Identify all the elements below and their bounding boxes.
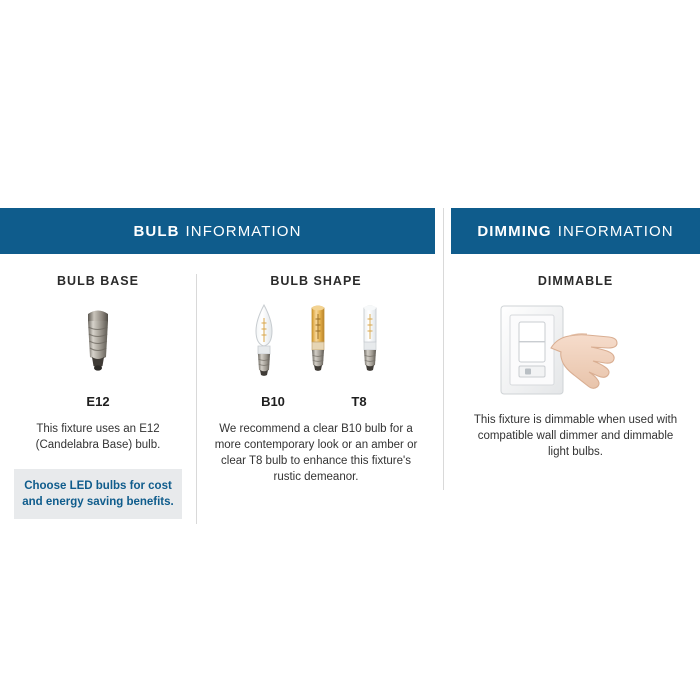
bulb-shape-labels bbox=[211, 394, 421, 409]
b10-clear-bulb-icon bbox=[247, 302, 281, 384]
bulb-base-label: E12 bbox=[86, 394, 110, 409]
bulb-base-column bbox=[0, 274, 196, 524]
bulb-header-light: INFORMATION bbox=[185, 222, 302, 240]
led-tip-callout: Choose LED bulbs for cost and energy saving benefits. bbox=[14, 469, 182, 519]
dimmable-art bbox=[469, 300, 682, 400]
bulb-shape-art bbox=[211, 300, 421, 384]
bulb-information-header bbox=[0, 208, 435, 254]
bulb-shape-label-t8: T8 bbox=[351, 394, 367, 409]
dimming-header-strong: DIMMING bbox=[477, 222, 552, 240]
bulb-base-title: BULB BASE bbox=[57, 274, 139, 288]
e12-bulb-base-icon bbox=[75, 308, 121, 384]
bulb-information-body bbox=[0, 254, 435, 524]
panel-divider bbox=[443, 208, 444, 490]
dimming-information-body bbox=[451, 254, 700, 460]
bulb-base-art bbox=[14, 300, 182, 384]
dimmable-column bbox=[451, 274, 700, 460]
dimming-information-panel bbox=[451, 208, 700, 460]
bulb-shape-description: We recommend a clear B10 bulb for a more contemporary look or an amber or clear T8 bulb to enhance this fixture's rustic demeanor. bbox=[214, 423, 418, 483]
wall-dimmer-switch-with-hand-icon bbox=[491, 300, 661, 400]
dimmable-title: DIMMABLE bbox=[537, 274, 614, 288]
dimmable-description: This fixture is dimmable when used with compatible wall dimmer and dimmable light bulbs. bbox=[473, 414, 678, 458]
bulb-header-strong: BULB bbox=[133, 222, 180, 240]
bulb-base-description: This fixture uses an E12 (Candelabra Base) bulb. bbox=[35, 423, 161, 451]
bulb-information-panel bbox=[0, 208, 435, 524]
bulb-shape-label-b10: B10 bbox=[261, 394, 285, 409]
bulb-shape-title: BULB SHAPE bbox=[270, 274, 362, 288]
dimming-header-light: INFORMATION bbox=[557, 222, 674, 240]
t8-amber-bulb-icon bbox=[303, 302, 333, 384]
dimming-information-header bbox=[451, 208, 700, 254]
bulb-shape-column bbox=[196, 274, 435, 524]
t8-clear-bulb-icon bbox=[355, 302, 385, 384]
